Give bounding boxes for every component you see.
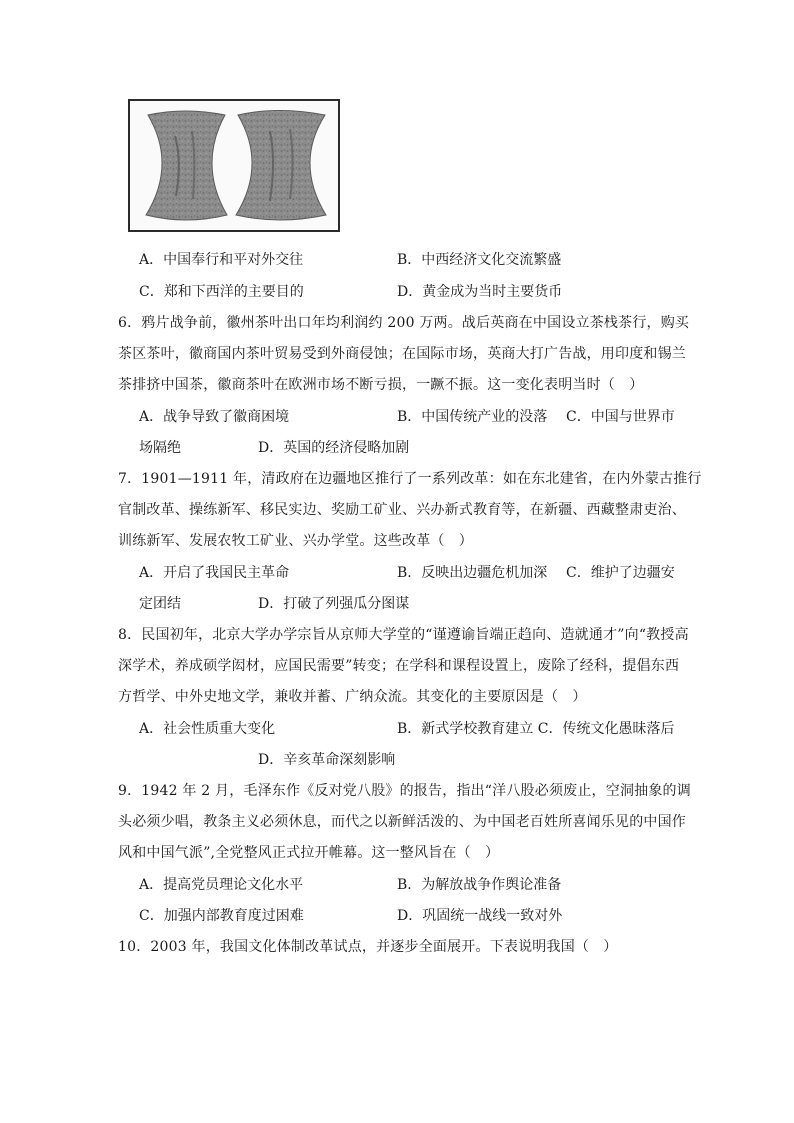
q8-option-bc[interactable]: B．新式学校教育建立 C．传统文化愚昧落后 <box>397 721 675 737</box>
q8-option-d[interactable]: D．辛亥革命深刻影响 <box>258 752 396 768</box>
q6-option-b[interactable]: B．中国传统产业的没落 <box>397 409 548 425</box>
q6-option-c-cont: 场隔绝 <box>139 440 181 456</box>
q5-option-d[interactable]: D．黄金成为当时主要货币 <box>397 284 563 300</box>
spade-coin-image <box>130 101 338 230</box>
q6-stem-line: 茶区茶叶，徽商国内茶叶贸易受到外商侵蚀；在国际市场，英商大打广告战，用印度和锡兰 <box>118 346 686 362</box>
q7-option-a[interactable]: A．开启了我国民主革命 <box>139 565 290 581</box>
q10-stem-line: 10．2003 年，我国文化体制改革试点，并逐步全面展开。下表说明我国（ ） <box>118 939 618 955</box>
left-coin <box>146 111 227 220</box>
q6-option-a[interactable]: A．战争导致了徽商困境 <box>139 409 290 425</box>
q9-option-c[interactable]: C．加强内部教育度过困难 <box>139 908 304 924</box>
coin-figure <box>128 99 340 232</box>
q5-option-c[interactable]: C．郑和下西洋的主要目的 <box>139 284 304 300</box>
q9-stem-line: 风和中国气派”,全党整风正式拉开帷幕。这一整风旨在（ ） <box>118 845 500 861</box>
q8-stem-line: 方哲学、中外史地文学，兼收并蓄、广纳众流。其变化的主要原因是（ ） <box>118 689 587 705</box>
right-coin <box>236 111 326 221</box>
q7-stem-line: 7．1901—1911 年，清政府在边疆地区推行了一系列改革：如在东北建省，在内外蒙古推行 <box>118 471 702 487</box>
q9-option-a[interactable]: A．提高党员理论文化水平 <box>139 877 304 893</box>
q6-stem-line: 茶排挤中国茶，徽商茶叶在欧洲市场不断亏损，一蹶不振。这一变化表明当时（ ） <box>118 377 644 393</box>
q9-stem-line: 头必须少唱，教条主义必须休息，而代之以新鲜活泼的、为中国老百姓所喜闻乐见的中国作 <box>118 814 686 830</box>
q8-stem-line: 深学术，养成硕学闳材，应国民需要”转变；在学科和课程设置上，废除了经科，提倡东西 <box>118 658 680 674</box>
q6-option-d[interactable]: D．英国的经济侵略加剧 <box>258 440 410 456</box>
q7-option-b[interactable]: B．反映出边疆危机加深 <box>397 565 548 581</box>
q8-stem-line: 8．民国初年，北京大学办学宗旨从京师大学堂的“谨遵谕旨端正趋向、造就通才”向“教授高 <box>118 627 689 643</box>
q7-stem-line: 官制改革、操练新军、移民实边、奖励工矿业、兴办新式教育等，在新疆、西藏整肃吏治、 <box>118 502 686 518</box>
q7-stem-line: 训练新军、发展农牧工矿业、兴办学堂。这些改革（ ） <box>118 533 473 549</box>
q5-option-b[interactable]: B．中西经济文化交流繁盛 <box>397 252 562 268</box>
q6-stem-line: 6．鸦片战争前，徽州茶叶出口年均利润约 200 万两。战后英商在中国设立茶栈茶行，购买 <box>118 315 690 331</box>
q9-option-d[interactable]: D．巩固统一战线一致对外 <box>397 908 563 924</box>
q8-option-a[interactable]: A．社会性质重大变化 <box>139 721 276 737</box>
q9-option-b[interactable]: B．为解放战争作舆论准备 <box>397 877 562 893</box>
q7-option-d[interactable]: D．打破了列强瓜分图谋 <box>258 596 410 612</box>
q9-stem-line: 9．1942 年 2 月，毛泽东作《反对党八股》的报告，指出“洋八股必须废止，空洞抽象的调 <box>118 783 691 799</box>
q6-option-c[interactable]: C．中国与世界市 <box>566 409 675 425</box>
q7-option-c[interactable]: C．维护了边疆安 <box>566 565 675 581</box>
q5-option-a[interactable]: A．中国奉行和平对外交往 <box>139 252 304 268</box>
q7-option-c-cont: 定团结 <box>139 596 181 612</box>
